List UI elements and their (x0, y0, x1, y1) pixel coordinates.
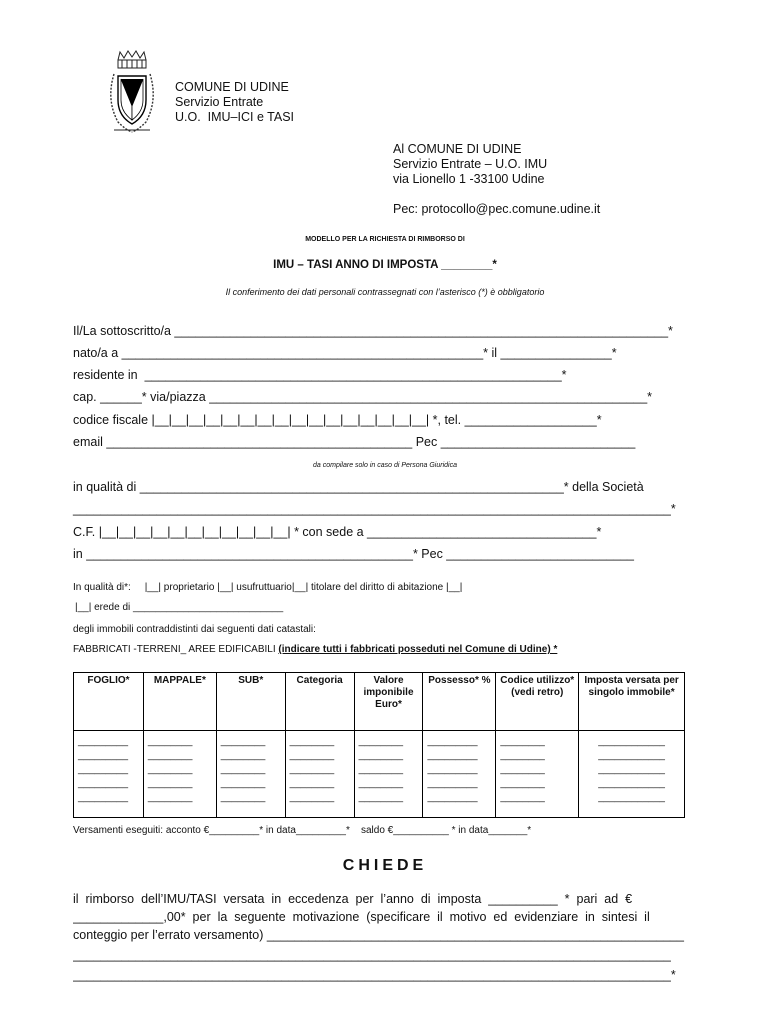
fabbricati-label: FABBRICATI -TERRENI_ AREE EDIFICABILI (73, 644, 276, 655)
cell-possesso[interactable]: _________ _________ _________ _________ _________ (423, 731, 496, 818)
table-header-row (74, 673, 685, 731)
col-sub: SUB* (216, 673, 285, 731)
table-row[interactable] (74, 731, 685, 818)
header-unit-name: U.O. IMU–ICI e TASI (175, 110, 295, 124)
form-subtitle: IMU – TASI ANNO DI IMPOSTA ________* (273, 259, 497, 271)
cell-codice[interactable]: ________ ________ ________ ________ ________ (496, 731, 579, 818)
col-possesso: Possesso* % (423, 673, 496, 731)
field-residente[interactable]: residente in ____________________________________________________________* (73, 368, 567, 382)
cadastral-data-table (73, 672, 685, 818)
field-cap-via[interactable]: cap. ______* via/piazza _______________________________________________________________* (73, 390, 653, 404)
cell-imposta[interactable]: ____________ ____________ ____________ ____________ ____________ (579, 731, 685, 818)
recipient-line-2: Servizio Entrate – U.O. IMU (393, 157, 548, 171)
property-erede-field[interactable]: |__| erede di ___________________________ (75, 602, 284, 613)
recipient-pec: Pec: protocollo@pec.comune.udine.it (393, 202, 601, 216)
request-line-5[interactable]: ______________________________________________________________________________________* (73, 968, 676, 982)
header-office-name: COMUNE DI UDINE (175, 80, 289, 94)
udine-crest-logo (104, 50, 160, 134)
field-in-pec[interactable]: in _______________________________________________* Pec ___________________________ (73, 547, 634, 561)
request-line-3[interactable]: conteggio per l’errato versamento) ____________________________________________________________ (73, 928, 684, 942)
cell-valore[interactable]: ________ ________ ________ ________ ________ (354, 731, 423, 818)
property-qualita-options[interactable]: In qualità di*: |__| proprietario |__| usufruttuario|__| titolare del diritto di abitazione |__| (73, 582, 463, 593)
field-codice-fiscale[interactable]: codice fiscale |__|__|__|__|__|__|__|__|__|__|__|__|__|__|__|__| *, tel. ___________________* (73, 413, 602, 427)
property-immobili-intro: degli immobili contraddistinti dai seguenti dati catastali: (73, 624, 316, 635)
col-imposta-versata: Imposta versata per singolo immobile* (579, 673, 685, 731)
recipient-line-3: via Lionello 1 -33100 Udine (393, 172, 545, 186)
recipient-line-1: Al COMUNE DI UDINE (393, 142, 522, 156)
field-versamenti[interactable]: Versamenti eseguiti: acconto €_________* in data_________* saldo €__________ * in data_______* (73, 825, 532, 836)
request-line-2[interactable]: _____________,00* per la seguente motivazione (specificare il motivo ed evidenziare in sintesi il (73, 910, 650, 924)
col-categoria: Categoria (285, 673, 354, 731)
request-line-1[interactable]: il rimborso dell’IMU/TASI versata in eccedenza per l’anno di imposta __________ * pari ad € (73, 892, 633, 906)
col-foglio: FOGLIO* (74, 673, 144, 731)
cell-categoria[interactable]: ________ ________ ________ ________ ________ (285, 731, 354, 818)
field-qualita-societa[interactable]: in qualità di _____________________________________________________________* della Società (73, 480, 644, 494)
field-sottoscritto[interactable]: Il/La sottoscritto/a _______________________________________________________________________* (73, 324, 673, 338)
col-codice-utilizzo: Codice utilizzo* (vedi retro) (496, 673, 579, 731)
field-cf-sede[interactable]: C.F. |__|__|__|__|__|__|__|__|__|__|__| * con sede a _________________________________* (73, 525, 602, 539)
col-valore-imponibile: Valore imponibile Euro* (354, 673, 423, 731)
legal-entity-heading: da compilare solo in caso di Persona Giuridica (313, 462, 457, 469)
header-service-name: Servizio Entrate (175, 95, 264, 109)
field-email-pec[interactable]: email ____________________________________________ Pec ____________________________ (73, 435, 636, 449)
fabbricati-emphasis: (indicare tutti i fabbricati posseduti nel Comune di Udine) * (278, 644, 558, 655)
form-title: MODELLO PER LA RICHIESTA DI RIMBORSO DI (305, 236, 465, 243)
privacy-note: Il conferimento dei dati personali contrassegnati con l’asterisco (*) è obbligatorio (225, 287, 545, 297)
property-category-line (73, 644, 557, 656)
cell-mappale[interactable]: ________ ________ ________ ________ ________ (143, 731, 216, 818)
field-societa-name[interactable]: ______________________________________________________________________________________* (73, 502, 676, 516)
field-nato[interactable]: nato/a a ____________________________________________________* il ________________* (73, 346, 617, 360)
cell-sub[interactable]: ________ ________ ________ ________ ________ (216, 731, 285, 818)
request-line-4[interactable]: ______________________________________________________________________________________ (73, 948, 671, 962)
col-mappale: MAPPALE* (143, 673, 216, 731)
cell-foglio[interactable]: _________ _________ _________ _________ _________ (74, 731, 144, 818)
chiede-heading: CHIEDE (342, 857, 428, 874)
